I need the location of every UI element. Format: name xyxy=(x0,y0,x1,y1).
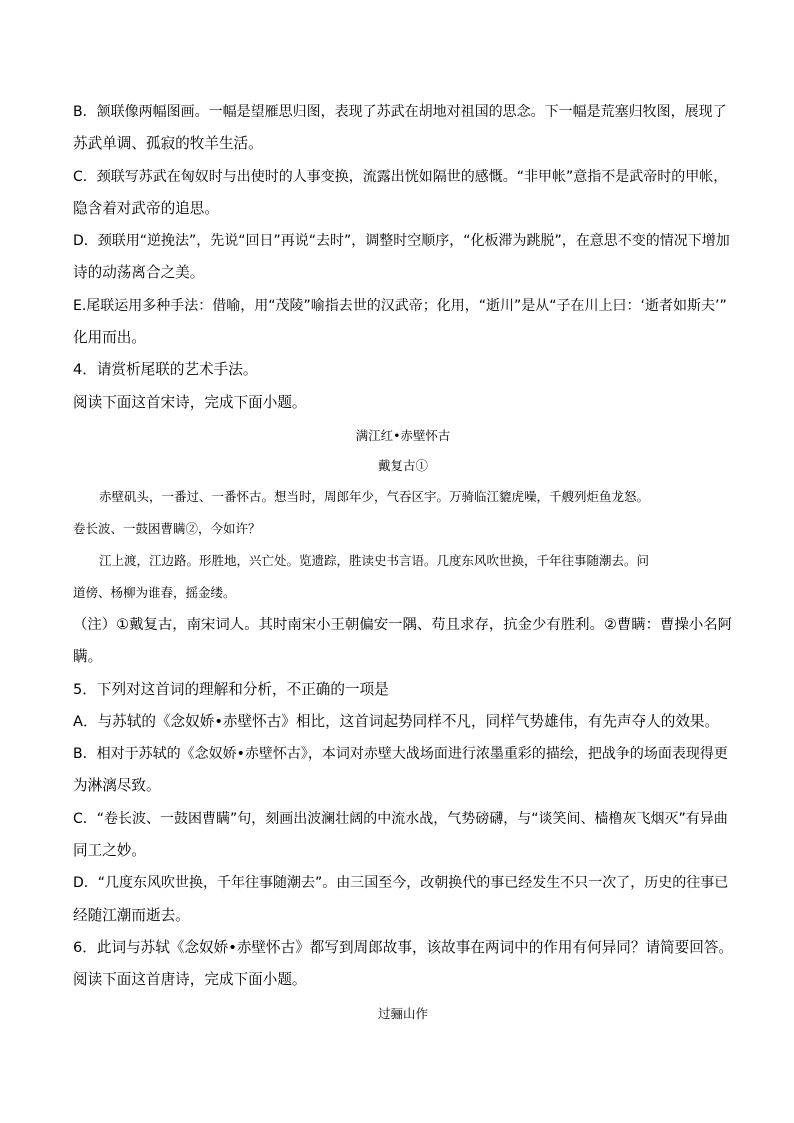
q5-option-a: A．与苏轼的《念奴娇•赤壁怀古》相比，这首词起势同样不凡，同样气势雄伟，有先声夺人的效果。 xyxy=(73,712,720,730)
option-b-line-2: 苏武单调、孤寂的牧羊生活。 xyxy=(73,135,263,153)
q5-option-d-line-2: 经随江潮而逝去。 xyxy=(73,906,190,924)
poem1-line-3: 江上渡，江边路。形胜地，兴亡处。览遗踪，胜读史书言语。几度东风吹世换，千年往事随潮去。问 xyxy=(99,552,650,568)
q5-option-c-line-2: 同工之妙。 xyxy=(73,842,146,860)
reading-instruction-1: 阅读下面这首宋诗，完成下面小题。 xyxy=(73,393,307,411)
option-d-line-1: D．颈联用“逆挽法”，先说“回日”再说“去时”，调整时空顺序，“化板滞为跳脱”，在意思不变的情况下增加 xyxy=(73,233,730,250)
poem1-line-2: 卷长波、一鼓困曹瞒②，今如许？ xyxy=(73,520,261,536)
question-6: 6．此词与苏轼《念奴娇•赤壁怀古》都写到周郎故事，该故事在两词中的作用有何异同？请简要回答。 xyxy=(73,938,734,956)
q5-option-b-line-1: B．相对于苏轼的《念奴娇•赤壁怀古》，本词对赤壁大战场面进行浓墨重彩的描绘，把战争的场面表现得更 xyxy=(73,746,728,763)
option-d-line-2: 诗的动荡离合之美。 xyxy=(73,264,205,282)
poem1-author: 戴复古① xyxy=(377,457,428,473)
option-c-line-1: C．颈联写苏武在匈奴时与出使时的人事变换，流露出恍如隔世的感慨。“非甲帐”意指不是武帝时的甲帐， xyxy=(73,168,728,185)
question-4: 4．请赏析尾联的艺术手法。 xyxy=(73,361,258,379)
q5-option-b-line-2: 为淋漓尽致。 xyxy=(73,777,161,795)
question-5: 5．下列对这首词的理解和分析，不正确的一项是 xyxy=(73,680,389,698)
q5-option-d-line-1: D．“几度东风吹世换，千年往事随潮去”。由三国至今，改朝换代的事已经发生不只一次了，历史的往事已 xyxy=(73,875,729,892)
note-line-2: 瞒。 xyxy=(73,648,103,666)
option-e-line-1: E.尾联运用多种手法：借喻，用“茂陵”喻指去世的汉武帝；化用，“逝川”是从“子在川上曰：‘逝者如斯夫’” xyxy=(73,297,727,314)
option-e-line-2: 化用而出。 xyxy=(73,329,146,347)
note-line-1: （注）①戴复古，南宋词人。其时南宋小王朝偏安一隅、苟且求存，抗金少有胜利。②曹瞒：曹操小名阿 xyxy=(73,616,732,633)
option-c-line-2: 隐含着对武帝的追思。 xyxy=(73,199,219,217)
option-b-line-1: B．颔联像两幅图画。一幅是望雁思归图，表现了苏武在胡地对祖国的思念。下一幅是荒塞归牧图，展现了 xyxy=(73,104,727,120)
reading-instruction-2: 阅读下面这首唐诗，完成下面小题。 xyxy=(73,971,307,989)
poem1-title: 满江红•赤壁怀古 xyxy=(355,427,451,443)
poem1-line-1: 赤壁矶头，一番过、一番怀古。想当时，周郎年少，气吞区宇。万骑临江貔虎噪，千艘列炬鱼龙怒。 xyxy=(99,488,650,504)
q5-option-c-line-1: C．“卷长波、一鼓困曹瞒”句，刻画出波澜壮阔的中流水战，气势磅礴，与“谈笑间、樯橹灰飞烟灭”有异曲 xyxy=(73,810,728,827)
poem1-line-4: 道傍、杨柳为谁春，摇金缕。 xyxy=(73,584,236,600)
poem2-title: 过骊山作 xyxy=(377,1005,428,1021)
document-page xyxy=(73,96,733,1029)
